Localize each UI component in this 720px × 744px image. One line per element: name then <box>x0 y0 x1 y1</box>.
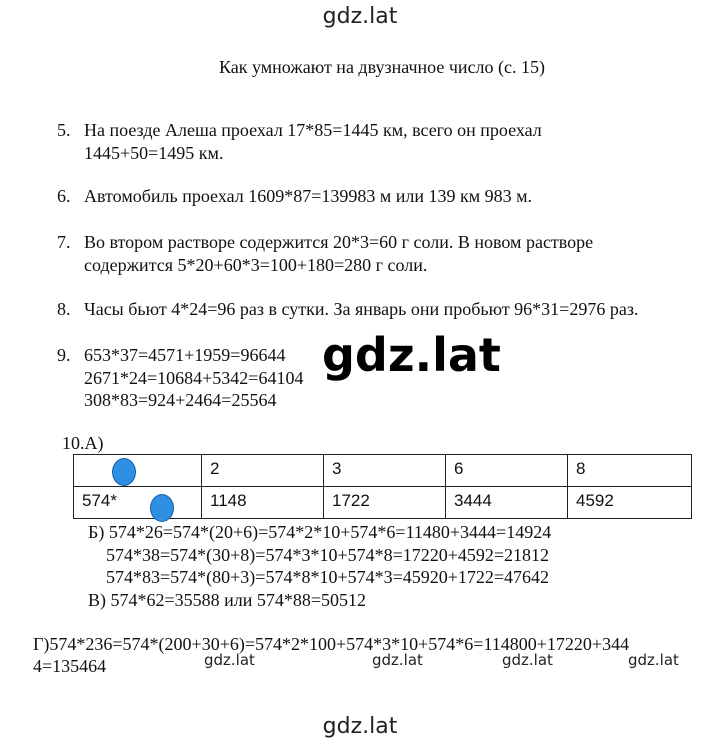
page-title: Как умножают на двузначное число (с. 15) <box>218 57 546 77</box>
task-10b-line-3: 574*83=574*(80+3)=574*8*10+574*3=45920+1722=47642 <box>106 567 550 587</box>
task-6-number: 6. <box>57 186 71 206</box>
watermark-small: gdz.lat <box>502 651 553 669</box>
task-8-number: 8. <box>57 299 71 319</box>
table-cell <box>74 455 202 487</box>
table-row <box>74 455 692 487</box>
task-6-line-1: Автомобиль проехал 1609*87=139983 м или 139 км 983 м. <box>84 186 533 206</box>
table-cell: 8 <box>568 455 692 487</box>
task-9-line-2: 2671*24=10684+5342=64104 <box>84 368 304 388</box>
task-9-line-1: 653*37=4571+1959=96644 <box>84 345 286 365</box>
task-9-number: 9. <box>57 345 71 365</box>
table-cell: 1722 <box>324 487 446 519</box>
task-7-line-2: содержится 5*20+60*3=100+180=280 г соли. <box>84 255 428 275</box>
task-9-line-3: 308*83=924+2464=25564 <box>84 390 277 410</box>
watermark-center: gdz.lat <box>322 328 501 382</box>
task-10-label: 10.А) <box>62 433 104 453</box>
table-cell: 3 <box>324 455 446 487</box>
table-cell: 4592 <box>568 487 692 519</box>
table-cell: 1148 <box>202 487 324 519</box>
task-10g-line-2: 4=135464 <box>33 656 107 676</box>
table-cell: 2 <box>202 455 324 487</box>
task-5-line-2: 1445+50=1495 км. <box>84 143 224 163</box>
task-7-line-1: Во втором растворе содержится 20*3=60 г соли. В новом растворе <box>84 232 594 252</box>
table-cell: 574* <box>74 487 202 519</box>
watermark-bottom: gdz.lat <box>322 714 398 739</box>
task-10v-line: В) 574*62=35588 или 574*88=50512 <box>88 590 367 610</box>
task-10b-line-2: 574*38=574*(30+8)=574*3*10+574*8=17220+4592=21812 <box>106 545 550 565</box>
task-10g-line-1: Г)574*236=574*(200+30+6)=574*2*100+574*3*10+574*6=114800+17220+344 <box>33 634 630 654</box>
task-7-number: 7. <box>57 232 71 252</box>
watermark-top: gdz.lat <box>322 4 398 29</box>
blue-dot-marker <box>112 458 136 486</box>
table-cell: 6 <box>446 455 568 487</box>
task-5-line-1: На поезде Алеша проехал 17*85=1445 км, всего он проехал <box>84 120 542 140</box>
blue-dot-marker <box>150 494 174 522</box>
watermark-small: gdz.lat <box>628 651 679 669</box>
task-5-number: 5. <box>57 120 71 140</box>
watermark-small: gdz.lat <box>372 651 423 669</box>
table-cell: 3444 <box>446 487 568 519</box>
task-8-line-1: Часы бьют 4*24=96 раз в сутки. За январь они пробьют 96*31=2976 раз. <box>84 299 639 319</box>
task-10b-line-1: Б) 574*26=574*(20+6)=574*2*10+574*6=11480+3444=14924 <box>88 522 552 542</box>
watermark-small: gdz.lat <box>204 651 255 669</box>
